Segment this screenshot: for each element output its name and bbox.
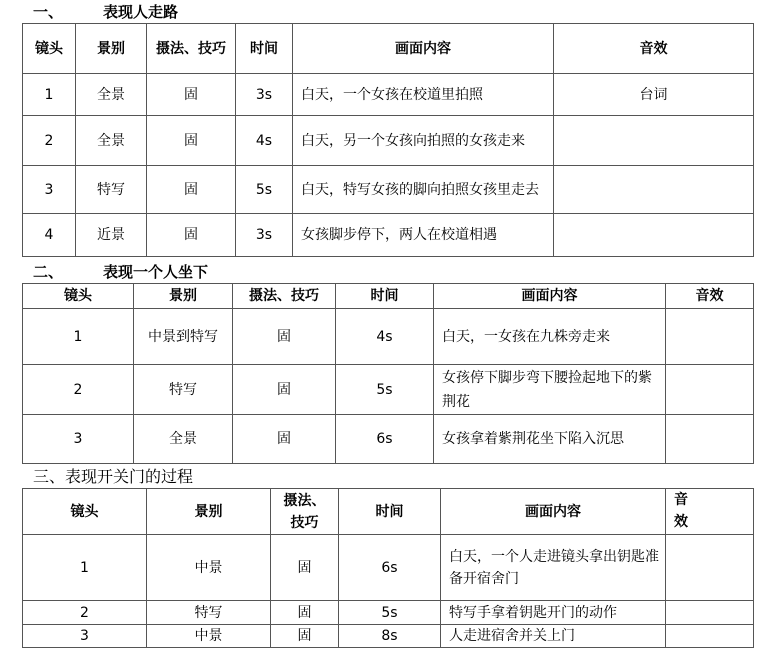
cell-technique: 固: [271, 535, 339, 601]
cell-time: 5s: [236, 166, 293, 214]
section-3-heading: [33, 468, 193, 486]
cell-time: 5s: [336, 365, 434, 415]
cell-sound: [666, 365, 754, 415]
section-number: 一、: [33, 3, 64, 21]
cell-sound: [554, 166, 754, 214]
section-title: 表现一个人坐下: [103, 263, 209, 281]
header-content: 画面内容: [434, 284, 666, 309]
cell-time: 3s: [236, 74, 293, 116]
cell-technique: 固: [147, 116, 236, 166]
cell-scale: 特写: [76, 166, 147, 214]
cell-sound: [554, 214, 754, 257]
table-row: [23, 166, 754, 214]
cell-scale: 特写: [147, 601, 271, 625]
cell-technique: 固: [147, 166, 236, 214]
cell-content: 白天，一个人走进镜头拿出钥匙准备开宿舍门: [441, 535, 666, 601]
cell-shot: 1: [23, 535, 147, 601]
header-time: 时间: [339, 489, 441, 535]
table-row: [23, 74, 754, 116]
cell-shot: 1: [23, 309, 134, 365]
cell-content: 人走进宿舍并关上门: [441, 625, 666, 648]
cell-shot: 2: [23, 365, 134, 415]
table-header-row: [23, 489, 754, 535]
table-header-row: [23, 24, 754, 74]
cell-sound: [666, 415, 754, 464]
section-number: 三、: [33, 467, 66, 486]
cell-content: 女孩停下脚步弯下腰捡起地下的紫荆花: [434, 365, 666, 415]
shot-table-sitting: [22, 283, 754, 464]
cell-sound: [666, 309, 754, 365]
cell-technique: 固: [233, 309, 336, 365]
cell-sound: 台词: [554, 74, 754, 116]
cell-content: 白天，特写女孩的脚向拍照女孩里走去: [293, 166, 554, 214]
section-1-heading: [33, 3, 178, 21]
cell-time: 5s: [339, 601, 441, 625]
cell-scale: 特写: [134, 365, 233, 415]
cell-scale: 近景: [76, 214, 147, 257]
header-technique: 摄法、技巧: [233, 284, 336, 309]
cell-sound: [666, 535, 754, 601]
section-title: 表现人走路: [103, 3, 179, 21]
header-sound: 音效: [554, 24, 754, 74]
cell-technique: 固: [271, 625, 339, 648]
header-time: 时间: [236, 24, 293, 74]
header-scale: 景别: [134, 284, 233, 309]
table-row: [23, 309, 754, 365]
cell-time: 6s: [336, 415, 434, 464]
table-row: [23, 116, 754, 166]
cell-scale: 全景: [134, 415, 233, 464]
header-time: 时间: [336, 284, 434, 309]
cell-shot: 4: [23, 214, 76, 257]
header-shot: 镜头: [23, 489, 147, 535]
header-technique: 摄法、技巧: [147, 24, 236, 74]
cell-scale: 中景: [147, 535, 271, 601]
cell-time: 3s: [236, 214, 293, 257]
table-row: [23, 625, 754, 648]
table-header-row: [23, 284, 754, 309]
cell-technique: 固: [147, 214, 236, 257]
cell-sound: [666, 625, 754, 648]
cell-content: 女孩脚步停下，两人在校道相遇: [293, 214, 554, 257]
table-row: [23, 415, 754, 464]
cell-sound: [666, 601, 754, 625]
cell-sound: [554, 116, 754, 166]
cell-technique: 固: [233, 415, 336, 464]
cell-time: 8s: [339, 625, 441, 648]
section-title: 表现开关门的过程: [65, 467, 194, 486]
cell-scale: 全景: [76, 74, 147, 116]
cell-shot: 3: [23, 415, 134, 464]
cell-shot: 2: [23, 601, 147, 625]
cell-technique: 固: [271, 601, 339, 625]
shot-table-door: [22, 488, 754, 648]
cell-shot: 3: [23, 166, 76, 214]
cell-content: 白天，一个女孩在校道里拍照: [293, 74, 554, 116]
cell-shot: 2: [23, 116, 76, 166]
cell-content: 特写手拿着钥匙开门的动作: [441, 601, 666, 625]
header-technique: 摄法、技巧: [271, 489, 339, 535]
header-content: 画面内容: [441, 489, 666, 535]
cell-scale: 中景到特写: [134, 309, 233, 365]
cell-technique: 固: [233, 365, 336, 415]
table-row: [23, 601, 754, 625]
cell-time: 4s: [236, 116, 293, 166]
cell-scale: 全景: [76, 116, 147, 166]
cell-technique: 固: [147, 74, 236, 116]
cell-time: 4s: [336, 309, 434, 365]
header-scale: 景别: [76, 24, 147, 74]
table-row: [23, 535, 754, 601]
cell-scale: 中景: [147, 625, 271, 648]
header-shot: 镜头: [23, 284, 134, 309]
header-scale: 景别: [147, 489, 271, 535]
cell-content: 女孩拿着紫荆花坐下陷入沉思: [434, 415, 666, 464]
cell-content: 白天，一女孩在九株旁走来: [434, 309, 666, 365]
table-row: [23, 214, 754, 257]
header-shot: 镜头: [23, 24, 76, 74]
shot-table-walking: [22, 23, 754, 257]
table-row: [23, 365, 754, 415]
cell-time: 6s: [339, 535, 441, 601]
header-sound: 音效: [666, 489, 754, 535]
cell-content: 白天，另一个女孩向拍照的女孩走来: [293, 116, 554, 166]
section-2-heading: [33, 263, 208, 281]
cell-shot: 1: [23, 74, 76, 116]
section-number: 二、: [33, 263, 64, 281]
cell-shot: 3: [23, 625, 147, 648]
header-content: 画面内容: [293, 24, 554, 74]
header-sound: 音效: [666, 284, 754, 309]
